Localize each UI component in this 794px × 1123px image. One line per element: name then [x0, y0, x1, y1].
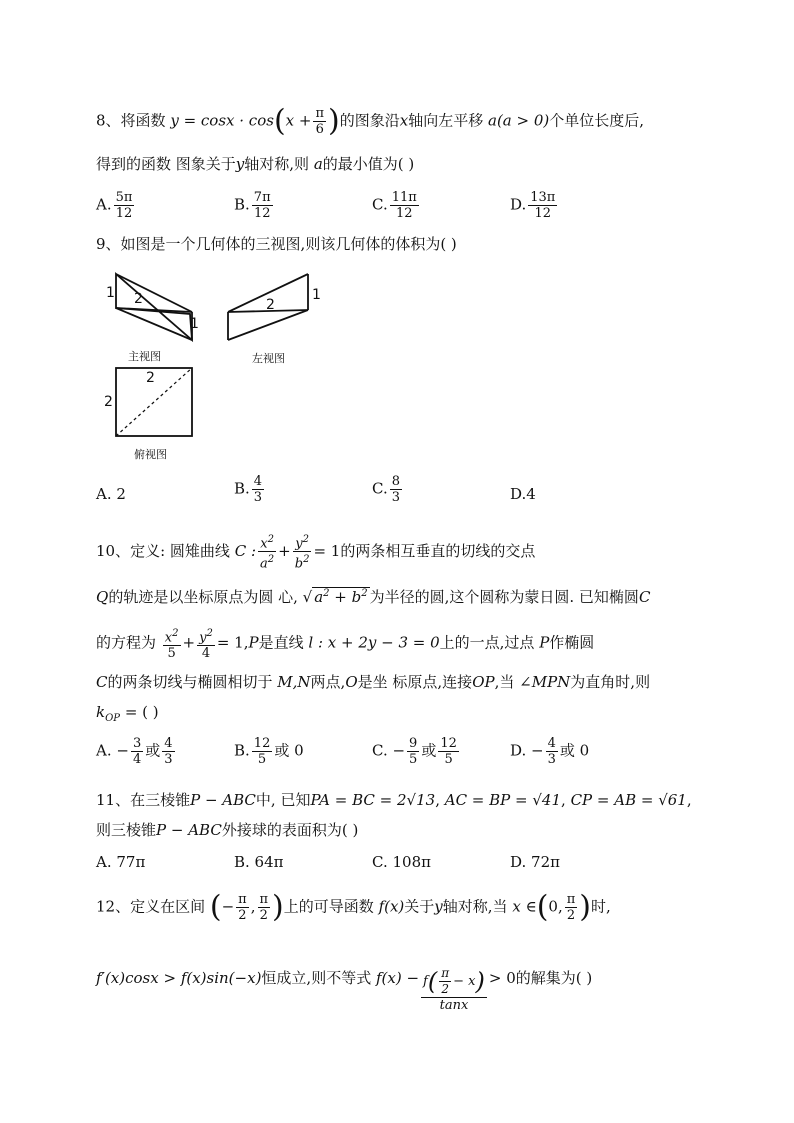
q10-option-c: C. − $\frac{9}{5}$ 或 $\frac{12}{5}$	[372, 736, 457, 767]
q10-option-d: D. − $\frac{4}{3}$ 或 0	[510, 736, 590, 767]
q8-line2: 得到的函数 图象关于y轴对称,则 a的最小值为( )	[96, 155, 415, 173]
q9-option-c: C. $\frac{8}{3}$	[372, 474, 400, 505]
q8-frac-pi6: $\frac{\pi}{6}$	[315, 106, 324, 137]
three-view-figure	[96, 264, 336, 464]
q10-option-a: A. − $\frac{3}{4}$ 或 $\frac{4}{3}$	[96, 736, 173, 767]
q9-text: 9、如图是一个几何体的三视图,则该几何体的体积为( )	[96, 235, 457, 253]
q12-line2: f′(x)cosx > f(x)sin(−x)恒成立,则不等式 f(x) − f( $\frac{\pi}{2}$ − x) tanx > 0的解集为( )	[96, 966, 593, 1013]
front-view-label: 主视图	[128, 350, 161, 363]
q11-option-b: B. 64π	[234, 853, 284, 871]
top-dim-left: 2	[104, 394, 113, 410]
q11-option-c: C. 108π	[372, 853, 431, 871]
q8-option-d: D. $\frac{13\pi}{12}$	[510, 190, 556, 221]
q8-option-c: C. $\frac{11\pi}{12}$	[372, 190, 417, 221]
side-dim-right: 1	[312, 287, 321, 303]
q10-line3: 的方程为 $\frac{x^2}{5}$ + $\frac{y^2}{4}$ = 1,P是直线 l : x + 2y − 3 = 0上的一点,过点 P作椭圆	[96, 628, 595, 662]
q9-option-d: D.4	[510, 485, 536, 503]
front-dim-top: 2	[134, 291, 143, 307]
side-dim-top: 2	[266, 297, 275, 313]
paren-close: )	[328, 103, 340, 139]
front-dim-right: 1	[190, 316, 199, 332]
q8-lead: 8、将函数	[96, 111, 166, 130]
front-view	[116, 274, 192, 340]
q11-option-d: D. 72π	[510, 853, 560, 871]
q8-option-b: B. $\frac{7\pi}{12}$	[234, 190, 271, 221]
front-dim-left: 1	[106, 285, 115, 301]
top-dim-top: 2	[146, 370, 155, 386]
q10-line2: Q的轨迹是以坐标原点为圆 心, √ $a^2 + b^2$ 为半径的圆,这个圆称为蒙日圆. 已知椭圆C	[96, 588, 651, 606]
q10-option-b: B. $\frac{12}{5}$ 或 0	[234, 736, 304, 767]
q9-option-b: B. $\frac{4}{3}$	[234, 474, 263, 505]
q8-line1: 8、将函数 y = cosx · cos(x + $\frac{\pi}{6}$ )的图象沿x轴向左平移 a(a > 0)个单位长度后,	[96, 103, 645, 139]
q8-func: y = cosx · cos	[170, 111, 274, 130]
q11-line1: 11、在三棱锥P − ABC中, 已知PA = BC = 2√13, AC = BP = √41, CP = AB = √61,	[96, 791, 692, 809]
side-view-label: 左视图	[252, 352, 285, 365]
q8-shift: a(a > 0)	[488, 111, 550, 130]
q11-line2: 则三棱锥P − ABC外接球的表面积为( )	[96, 821, 359, 839]
q10-line1: 10、定义: 圆雉曲线 C : $\frac{x^2}{a^2}$ + $\frac{y^2}{b^2}$ = 1的两条相互垂直的切线的交点	[96, 534, 536, 572]
q11-option-a: A. 77π	[96, 853, 146, 871]
q8-option-a: A. $\frac{5\pi}{12}$	[96, 190, 133, 221]
q10-line4: C的两条切线与椭圆相切于 M,N两点,O是坐 标原点,连接OP,当 ∠MPN为直角时,则	[96, 673, 651, 691]
q9-option-a: A. 2	[96, 485, 126, 503]
q10-line5: $k_{OP}$ = ( )	[96, 703, 159, 724]
paren-open: (	[273, 103, 286, 139]
q12-line1: 12、定义在区间 (− $\frac{\pi}{2}$ , $\frac{\pi}{2}$ )上的可导函数 f(x)关于y轴对称,当 x ∈(0, $\frac{\pi}{2}$ )时,	[96, 889, 611, 925]
top-view-label: 俯视图	[134, 448, 167, 461]
